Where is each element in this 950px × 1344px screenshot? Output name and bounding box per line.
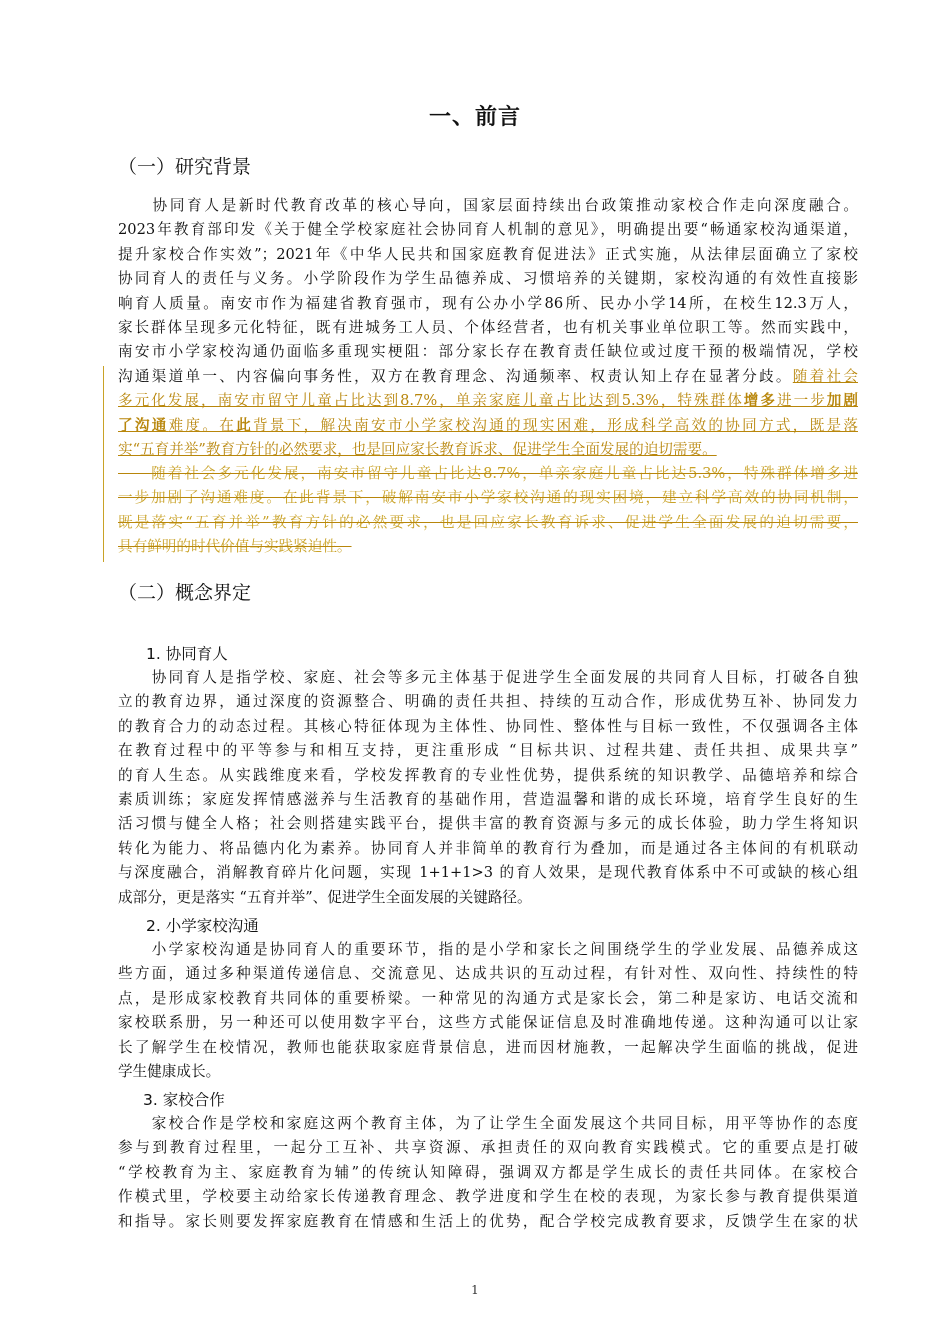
text-line: 南安市小学家校沟通仍面临多重现实梗阻：部分家长存在教育责任缺位或过度干预的极端情况，学校 <box>118 343 858 361</box>
tracked-deletion-line: 一步加剧了沟通难度。在此背景下，破解南安市小学家校沟通的现实困境，建立科学高效的协同机制， <box>118 489 858 507</box>
text-line: 在教育过程中的平等参与和相互支持，更注重形成 “目标共识、过程共建、责任共担、成果共享” <box>118 742 858 760</box>
tracked-insertion-line <box>118 414 858 438</box>
text-line: 些方面，通过多种渠道传递信息、交流意见、达成共识的互动过程，有针对性、双向性、持续性的特 <box>118 965 858 983</box>
section-heading-research-background: （一）研究背景 <box>118 156 252 178</box>
text-line: 参与到教育过程里，一起分工互补、共享资源、承担责任的双向教育实践模式。它的重要点是打破 <box>118 1139 858 1157</box>
tracked-insertion-bold: 此 <box>236 416 253 434</box>
tracked-insertion-line <box>118 438 858 462</box>
text-line: 协同育人是指学校、家庭、社会等多元主体基于促进学生全面发展的共同育人目标，打破各自独 <box>118 669 858 686</box>
subheading-home-school-cooperation: 3. 家校合作 <box>143 1091 225 1109</box>
text-line: 立的教育边界，通过深度的资源整合、明确的责任共担、持续的互动合作，形成优势互补、协同发力 <box>118 693 858 711</box>
text-line: 成部分，更是落实 “五育并举”、促进学生全面发展的关键路径。 <box>118 888 532 906</box>
plain-text: 沟通渠道单一、内容偏向事务性，双方在教育理念、沟通频率、权责认知上存在显著分歧。 <box>118 367 793 385</box>
text-line: 的育人生态。从实践维度来看，学校发挥教育的专业性优势，提供系统的知识教学、品德培养和综合 <box>118 766 858 784</box>
text-line: 提升家校合作实效”；2021年《中华人民共和国家庭教育促进法》正式实施，从法律层面确立了家校 <box>118 245 858 263</box>
tracked-insertion: 进一步 <box>777 392 827 410</box>
tracked-insertion-bold: 增多 <box>743 392 777 410</box>
change-bar <box>103 366 104 562</box>
tracked-insertion: 难度。在 <box>168 416 237 434</box>
text-line: 点，是形成家校教育共同体的重要桥梁。一种常见的沟通方式是家长会，第二种是家访、电话交流和 <box>118 989 858 1007</box>
text-line: 的教育合力的动态过程。其核心特征体现为主体性、协同性、整体性与目标一致性，不仅强调各主体 <box>118 717 858 735</box>
text-line: 家校合作是学校和家庭这两个教育主体，为了让学生全面发展这个共同目标，用平等协作的态度 <box>118 1115 858 1132</box>
paragraph-home-school-communication <box>118 938 858 1084</box>
tracked-deletion-line: 既是落实“五育并举”教育方针的必然要求，也是回应家长教育诉求、促进学生全面发展的迫切需要， <box>118 513 858 531</box>
text-line: 转化为能力、将品德内化为素养。协同育人并非简单的教育行为叠加，而是通过各主体间的有机联动 <box>118 839 858 857</box>
text-line: 学生健康成长。 <box>118 1062 221 1080</box>
paragraph-home-school-cooperation <box>118 1112 858 1234</box>
subheading-collaborative-education: 1. 协同育人 <box>146 645 228 663</box>
tracked-insertion-line <box>118 389 858 413</box>
chapter-heading: 一、前言 <box>428 105 521 130</box>
tracked-insertion-bold: 了沟通 <box>118 416 169 434</box>
text-line: 小学家校沟通是协同育人的重要环节，指的是小学和家长之间围绕学生的学业发展、品德养成这 <box>118 941 858 958</box>
text-line: “学校教育为主、家庭教育为辅”的传统认知障碍，强调双方都是学生成长的责任共同体。在家校合 <box>118 1163 858 1181</box>
tracked-deletion-paragraph <box>118 462 858 560</box>
text-line: 和指导。家长则要发挥家庭教育在情感和生活上的优势，配合学校完成教育要求，反馈学生在家的状 <box>118 1212 858 1230</box>
paragraph-collaborative-education <box>118 666 858 910</box>
paragraph-background <box>118 194 858 462</box>
tracked-insertion-bold: 加剧 <box>826 392 858 410</box>
section-heading-concepts: （二）概念界定 <box>118 582 252 604</box>
text-line: 2023年教育部印发《关于健全学校家庭社会协同育人机制的意见》，明确提出要“畅通家校沟通渠道， <box>118 221 858 239</box>
subheading-home-school-communication: 2. 小学家校沟通 <box>146 917 259 935</box>
tracked-insertion: 多元化发展，南安市留守儿童占比达到8.7%，单亲家庭儿童占比达到5.3%，特殊群体 <box>118 392 744 410</box>
text-line: 与深度融合，消解教育碎片化问题，实现 1+1+1>3 的育人效果，是现代教育体系中不可或缺的核心组 <box>118 864 858 882</box>
text-line-mixed <box>118 365 858 389</box>
tracked-insertion: 背景下，解决南安市小学家校沟通的现实困难，形成科学高效的协同方式，既是落 <box>252 416 858 434</box>
text-line: 响育人质量。南安市作为福建省教育强市，现有公办小学86所、民办小学14所，在校生12.3万人， <box>118 294 858 312</box>
text-line: 家校联系册，另一种还可以使用数字平台，这些方式能保证信息及时准确地传递。这种沟通可以让家 <box>118 1014 858 1032</box>
text-line: 家长群体呈现多元化特征，既有进城务工人员、个体经营者，也有机关事业单位职工等。然而实践中， <box>118 318 858 336</box>
text-line: 协同育人的责任与义务。小学阶段作为学生品德养成、习惯培养的关键期，家校沟通的有效性直接影 <box>118 270 858 288</box>
tracked-insertion: 实“五育并举”教育方针的必然要求，也是回应家长教育诉求、促进学生全面发展的迫切需要。 <box>118 440 717 458</box>
text-line: 长了解学生在校情况，教师也能获取家庭背景信息，进而因材施教，一起解决学生面临的挑战，促进 <box>118 1038 858 1056</box>
text-line: 活习惯与健全人格；社会则搭建实践平台，提供丰富的教育资源与多元的成长体验，助力学生将知识 <box>118 815 858 833</box>
tracked-deletion-line: 具有鲜明的时代价值与实践紧迫性。 <box>118 538 352 556</box>
text-line: 作模式里，学校要主动给家长传递教育理念、教学进度和学生在校的表现，为家长参与教育提供渠道 <box>118 1188 858 1206</box>
text-line: 素质训练；家庭发挥情感滋养与生活教育的基础作用，营造温馨和谐的成长环境，培育学生良好的生 <box>118 790 858 808</box>
tracked-insertion: 随着社会 <box>792 367 858 385</box>
tracked-deletion-line: 随着社会多元化发展，南安市留守儿童占比达8.7%，单亲家庭儿童占比达5.3%，特殊群体增多进 <box>118 465 858 482</box>
page-number: 1 <box>471 1283 479 1297</box>
text-line: 协同育人是新时代教育改革的核心导向，国家层面持续出台政策推动家校合作走向深度融合。 <box>118 197 858 214</box>
